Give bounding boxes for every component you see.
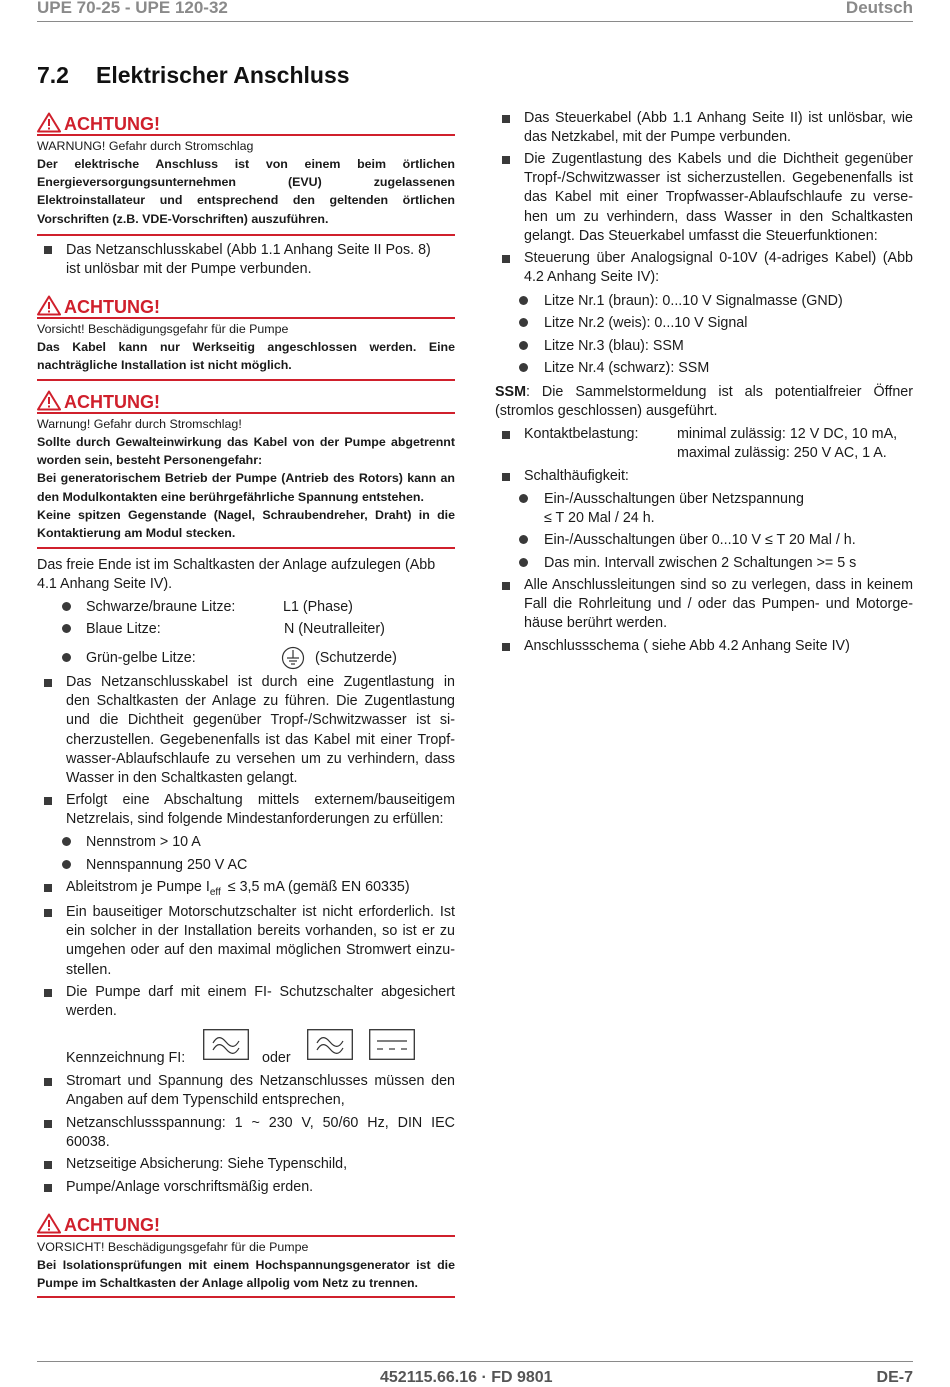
list-item-text (66, 983, 455, 1021)
text-line: hen um zu verhindern, dass Wasser in den Schaltkasten (524, 208, 913, 225)
text-line: Wasser in den Schaltkasten gelangt. (66, 770, 298, 787)
wire-value: (Schutzerde) (315, 650, 397, 666)
text-line: Die Zugentlastung des Kabels und die Dichtheit gegenüber (524, 151, 913, 167)
text-line: Das Netzanschlusskabel ist durch eine Zugentlastung in (66, 674, 455, 690)
warning-header (37, 1213, 455, 1237)
warning-box (37, 1213, 455, 1298)
text-line: Netzanschlussspannung: 1 ~ 230 V, 50/60 Hz, DIN IEC (66, 1115, 455, 1131)
list-item-text: Litze Nr.4 (schwarz): SSM (544, 360, 710, 376)
warning-body (37, 338, 455, 374)
bullet-square (44, 989, 52, 997)
contact-value: maximal zulässig: 250 V AC, 1 A. (677, 445, 887, 461)
list-item-text: Ein-/Ausschaltungen über 0...10 V ≤ T 20 Mal / h. (544, 532, 856, 548)
warning-triangle-icon (37, 295, 61, 316)
text-line: stellen. (66, 961, 112, 978)
wire-label: Blaue Litze: (86, 621, 161, 637)
bullet-square (44, 679, 52, 687)
text-line: und die Dichtheit gegenüber Tropf-/Schwitzwasser ist si- (66, 712, 455, 729)
paragraph-text: Das freie Ende ist im Schaltkasten der Anlage aufzulegen (Abb (37, 557, 436, 573)
warning-title: ACHTUNG! (64, 1215, 160, 1235)
list-item-text: Schalthäufigkeit: (524, 468, 629, 484)
section-heading (37, 62, 350, 89)
paragraph-text: 4.1 Anhang Seite IV). (37, 576, 173, 592)
text-part: : Die Sammelstormeldung ist als potentialfreier Öffner (525, 384, 913, 400)
text-line: werden. (66, 1003, 117, 1020)
header-title: UPE 70-25 - UPE 120-32 (37, 0, 228, 17)
text-line: häuse berührt werden. (524, 615, 668, 632)
text-line: Netzrelais, sind folgende Mindestanforderungen zu erfüllen: (66, 811, 444, 828)
list-item-text: Nennspannung 250 V AC (86, 857, 248, 873)
text-line: Das Steuerkabel (Abb 1.1 Anhang Seite II) ist unlösbar, wie (524, 110, 913, 126)
bullet-dot (519, 363, 528, 372)
footer-divider (37, 1361, 913, 1362)
warning-label: VORSICHT! Beschädigungsgefahr für die Pumpe (37, 1240, 309, 1254)
warning-text: Bei generatorischem Betrieb der Pumpe (Antrieb des Rotors) kann an den Modulkontakten eine berührgefährliche Spannung entstehen. (37, 471, 455, 504)
warning-text: Das Kabel kann nur Werkseitig angeschlossen werden. Eine nachträgliche Installation ist nicht möglich. (37, 340, 455, 373)
list-item-text (66, 791, 455, 829)
bullet-square (44, 884, 52, 892)
ssm-paragraph (495, 383, 913, 421)
bullet-square (44, 1078, 52, 1086)
warning-triangle-icon (37, 1213, 61, 1234)
warning-text: Bei Isolationsprüfungen mit einem Hochspannungsgenerator ist die Pumpe im Schaltkasten der Anlage allpolig vom Netz zu trennen. (37, 1258, 455, 1291)
list-item-text (66, 673, 455, 788)
warning-header (37, 295, 455, 319)
warning-body (37, 155, 455, 228)
bullet-square (44, 909, 52, 917)
bullet-square (502, 115, 510, 123)
list-item-text (66, 878, 410, 902)
text-line: das Netzkabel, mit der Pumpe verbunden. (524, 129, 792, 146)
wire-label: Grün-gelbe Litze: (86, 650, 196, 666)
bullet-dot (519, 558, 528, 567)
text-line: ein solcher in der Installation bereits vorhanden, so ist er zu (66, 923, 455, 940)
bullet-dot (519, 296, 528, 305)
list-item-text: Litze Nr.1 (braun): 0...10 V Signalmasse (GND) (544, 293, 843, 309)
bullet-square (44, 1120, 52, 1128)
bullet-square (44, 1161, 52, 1169)
ac-sine-icon (203, 1029, 249, 1060)
bullet-square (44, 246, 52, 254)
text-line: den Schaltkasten der Anlage zu führen. Die Zugentlastung (66, 693, 455, 710)
bullet-square (502, 431, 510, 439)
text-line: Die Pumpe darf mit einem FI- Schutzschalter abgesichert (66, 984, 455, 1000)
list-item-text: Das Netzanschlusskabel (Abb 1.1 Anhang Seite II Pos. 8) (66, 242, 431, 258)
ssm-term: SSM (495, 384, 526, 400)
list-item-text (66, 1072, 455, 1110)
wire-value: L1 (Phase) (283, 599, 353, 615)
text-line: Ein bauseitiger Motorschutzschalter ist nicht erforderlich. Ist (66, 904, 455, 920)
ac-pulse-icon (307, 1029, 353, 1060)
warning-label: Vorsicht! Beschädigungsgefahr für die Pumpe (37, 322, 289, 336)
section-number: 7.2 (37, 62, 69, 88)
warning-box (37, 390, 455, 549)
list-item-text: ≤ T 20 Mal / 24 h. (544, 510, 655, 526)
text-line: 4.2 Anhang Seite IV): (524, 269, 660, 286)
bullet-square (502, 643, 510, 651)
warning-label: Warnung! Gefahr durch Stromschlag! (37, 417, 242, 431)
wire-label: Schwarze/braune Litze: (86, 599, 236, 615)
warning-triangle-icon (37, 112, 61, 133)
bullet-dot (62, 624, 71, 633)
bullet-dot (519, 494, 528, 503)
bullet-dot (62, 837, 71, 846)
warning-text: Der elektrische Anschluss ist von einem beim örtlichen Energieversorgungsunternehmen (EVU) zugelassenen Elektroinstallateur und entsprechend den geltenden örtlichen Vorschriften (z.B. VDE-Vorschriften) auszuführen. (37, 157, 455, 226)
warning-text: Keine spitzen Gegenstande (Nagel, Schraubendreher, Draht) in die Kontaktierung am Modul stecken. (37, 507, 455, 541)
warning-box (37, 112, 455, 236)
warning-label: WARNUNG! Gefahr durch Stromschlag (37, 139, 254, 153)
bullet-dot (62, 860, 71, 869)
header-language: Deutsch (845, 0, 913, 17)
section-title: Elektrischer Anschluss (96, 62, 350, 88)
warning-title: ACHTUNG! (64, 114, 160, 134)
text-line: (stromlos geschlossen) ausgeführt. (495, 403, 718, 420)
warning-triangle-icon (37, 390, 61, 411)
header-divider (37, 21, 913, 22)
warning-body (37, 1256, 455, 1292)
earth-ground-icon (281, 646, 305, 670)
contact-value: minimal zulässig: 12 V DC, 10 mA, (677, 426, 898, 442)
text-line: das Kabel mit einer Tropfwasser-Ablaufschlaufe zu verse- (524, 189, 913, 206)
list-item-text: Pumpe/Anlage vorschriftsmäßig erden. (66, 1179, 314, 1195)
list-item-text (524, 249, 913, 287)
text-part: ≤ 3,5 mA (gemäß EN 60335) (227, 879, 410, 895)
bullet-dot (519, 535, 528, 544)
list-item-text: Litze Nr.3 (blau): SSM (544, 338, 684, 354)
list-item-text (524, 576, 913, 634)
list-item-text: Ein-/Ausschaltungen über Netzspannung (544, 491, 804, 507)
warning-box (37, 295, 455, 381)
bullet-dot (62, 653, 71, 662)
text-line: 60038. (66, 1134, 110, 1151)
list-item-text (524, 109, 913, 147)
bullet-square (502, 255, 510, 263)
bullet-square (44, 797, 52, 805)
text-line: Steuerung über Analogsignal 0-10V (4-adriges Kabel) (Abb (524, 250, 913, 266)
bullet-square (502, 473, 510, 481)
bullet-dot (519, 341, 528, 350)
bullet-dot (519, 318, 528, 327)
list-item-text: Anschlussschema ( siehe Abb 4.2 Anhang Seite IV) (524, 638, 850, 654)
warning-body (37, 433, 455, 542)
list-item-text: Nennstrom > 10 A (86, 834, 201, 850)
list-item-text: Netzseitige Absicherung: Siehe Typenschild, (66, 1156, 348, 1172)
text-line: Alle Anschlussleitungen sind so zu verlegen, dass in keinem (524, 577, 913, 593)
text-line: Fall die Rohrleitung und / oder das Pumpen- und Motorge- (524, 596, 913, 613)
text-line: gelangt. Das Steuerkabel umfasst die Steuerfunktionen: (524, 227, 878, 244)
bullet-square (44, 1184, 52, 1192)
list-item-text (524, 150, 913, 246)
document-number: 452115.66.16 · FD 9801 (380, 1369, 553, 1386)
warning-text: Sollte durch Gewalteinwirkung das Kabel von der Pumpe abgetrennt worden sein, besteht Personengefahr: (37, 435, 455, 468)
text-line: cherzustellen. Gegebenenfalls ist das Kabel mit einer Tropf- (66, 731, 455, 748)
bullet-dot (62, 602, 71, 611)
list-item-text (66, 903, 455, 980)
list-item-text: Das min. Intervall zwischen 2 Schaltungen >= 5 s (544, 555, 857, 571)
dc-current-icon (369, 1029, 415, 1060)
text-line: umgehen oder auf den maximal möglichen Stromwert einzu- (66, 942, 455, 959)
text-part: Ableitstrom je Pumpe I (66, 879, 210, 895)
warning-header (37, 112, 455, 136)
list-item-text: ist unlösbar mit der Pumpe verbunden. (66, 261, 312, 277)
subscript: eff (209, 886, 221, 898)
wire-value: N (Neutralleiter) (284, 621, 385, 637)
bullet-square (502, 156, 510, 164)
text-line: Stromart und Spannung des Netzanschlusses müssen den (66, 1073, 455, 1089)
list-item-text (66, 1114, 455, 1152)
warning-title: ACHTUNG! (64, 297, 160, 317)
warning-title: ACHTUNG! (64, 392, 160, 412)
contact-label: Kontaktbelastung: (524, 426, 639, 442)
text-line: Angaben auf dem Typenschild entsprechen, (66, 1092, 345, 1109)
text-line: wasser-Ablaufschlaufe zu versehen um zu verhindern, dass (66, 750, 455, 767)
warning-header (37, 390, 455, 414)
text-line: Tropf-/Schwitzwasser ist sicherzustellen. Gegebenenfalls ist (524, 170, 913, 187)
page-number: DE-7 (876, 1369, 913, 1386)
fi-or: oder (262, 1050, 291, 1066)
list-item-text: Litze Nr.2 (weis): 0...10 V Signal (544, 315, 748, 331)
bullet-square (502, 582, 510, 590)
fi-label: Kennzeichnung FI: (66, 1050, 186, 1066)
text-line: Erfolgt eine Abschaltung mittels externem/bauseitigem (66, 792, 455, 808)
